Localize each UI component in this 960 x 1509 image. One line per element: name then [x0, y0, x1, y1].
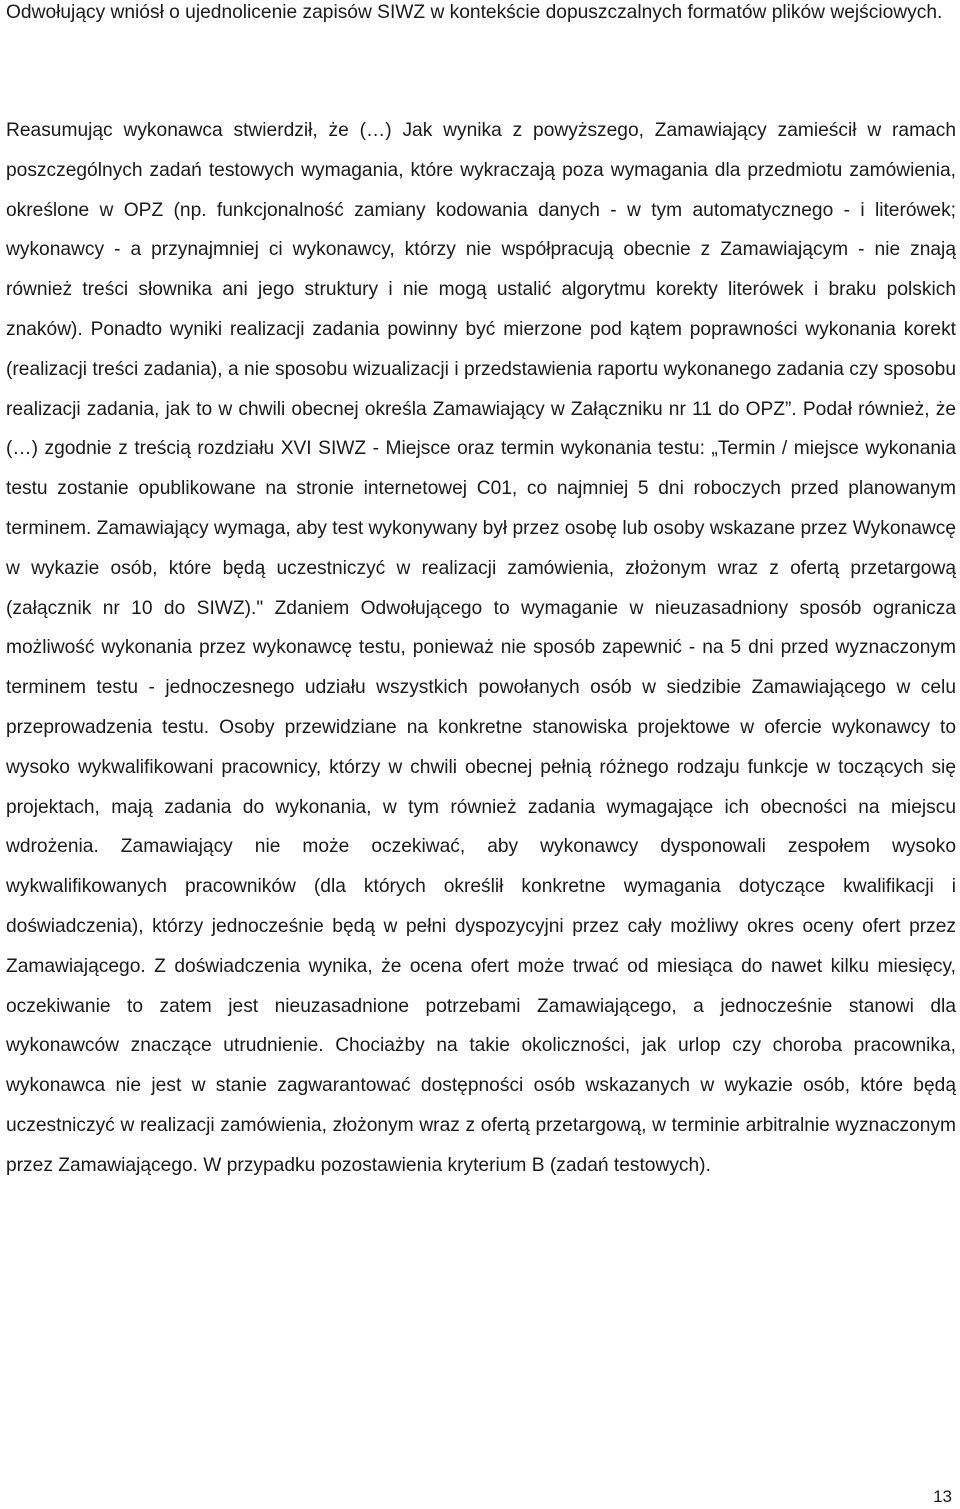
- page-number: 13: [933, 1487, 952, 1506]
- paragraph-1: Odwołujący wniósł o ujednolicenie zapisów SIWZ w kontekście dopuszczalnych formatów plików wejściowych.: [6, 2, 943, 23]
- paragraph-2: Reasumując wykonawca stwierdził, że (…) Jak wynika z powyższego, Zamawiający zamieścił w ramach poszczególnych zadań testowych wymagania, które wykraczają poza wymagania dla przedmiotu zamówienia, określone w OPZ (np. funkcjonalność zamiany kodowania danych - w tym automatycznego - i literówek; wykonawcy - a przynajmniej ci wykonawcy, którzy nie współpracują obecnie z Zamawiającym - nie znają również treści słownika ani jego struktury i nie mogą ustalić algorytmu korekty literówek i braku polskich znaków). Ponadto wyniki realizacji zadania powinny być mierzone pod kątem poprawności wykonania korekt (realizacji treści zadania), a nie sposobu wizualizacji i przedstawienia raportu wykonanego zadania czy sposobu realizacji zadania, jak to w chwili obecnej określa Zamawiający w Załączniku nr 11 do OPZ”. Podał również, że (…) zgodnie z treścią rozdziału XVI SIWZ - Miejsce oraz termin wykonania testu: „Termin / miejsce wykonania testu zostanie opublikowane na stronie internetowej C01, co najmniej 5 dni roboczych przed planowanym terminem. Zamawiający wymaga, aby test wykonywany był przez osobę lub osoby wskazane przez Wykonawcę w wykazie osób, które będą uczestniczyć w realizacji zamówienia, złożonym wraz z ofertą przetargową (załącznik nr 10 do SIWZ)." Zdaniem Odwołującego to wymaganie w nieuzasadniony sposób ogranicza możliwość wykonania przez wykonawcę testu, ponieważ nie sposób zapewnić - na 5 dni przed wyznaczonym terminem testu - jednoczesnego udziału wszystkich powołanych osób w siedzibie Zamawiającego w celu przeprowadzenia testu. Osoby przewidziane na konkretne stanowiska projektowe w ofercie wykonawcy to wysoko wykwalifikowani pracownicy, którzy w chwili obecnej pełnią różnego rodzaju funkcje w toczących się projektach, mają zadania do wykonania, w tym również zadania wymagające ich obecności na miejscu wdrożenia. Zamawiający nie może oczekiwać, aby wykonawcy dysponowali zespołem wysoko wykwalifikowanych pracowników (dla których określił konkretne wymagania dotyczące kwalifikacji i doświadczenia), którzy jednocześnie będą w pełni dyspozycyjni przez cały możliwy okres oceny ofert przez Zamawiającego. Z doświadczenia wynika, że ocena ofert może trwać od miesiąca do nawet kilku miesięcy, oczekiwanie to zatem jest nieuzasadnione potrzebami Zamawiającego, a jednocześnie stanowi dla wykonawców znaczące utrudnienie. Chociażby na takie okoliczności, jak urlop czy choroba pracownika, wykonawca nie jest w stanie zagwarantować dostępności osób wskazanych w wykazie osób, które będą uczestniczyć w realizacji zamówienia, złożonym wraz z ofertą przetargową, w terminie arbitralnie wyznaczonym przez Zamawiającego. W przypadku pozostawienia kryterium B (zadań testowych).: [6, 120, 957, 1176]
